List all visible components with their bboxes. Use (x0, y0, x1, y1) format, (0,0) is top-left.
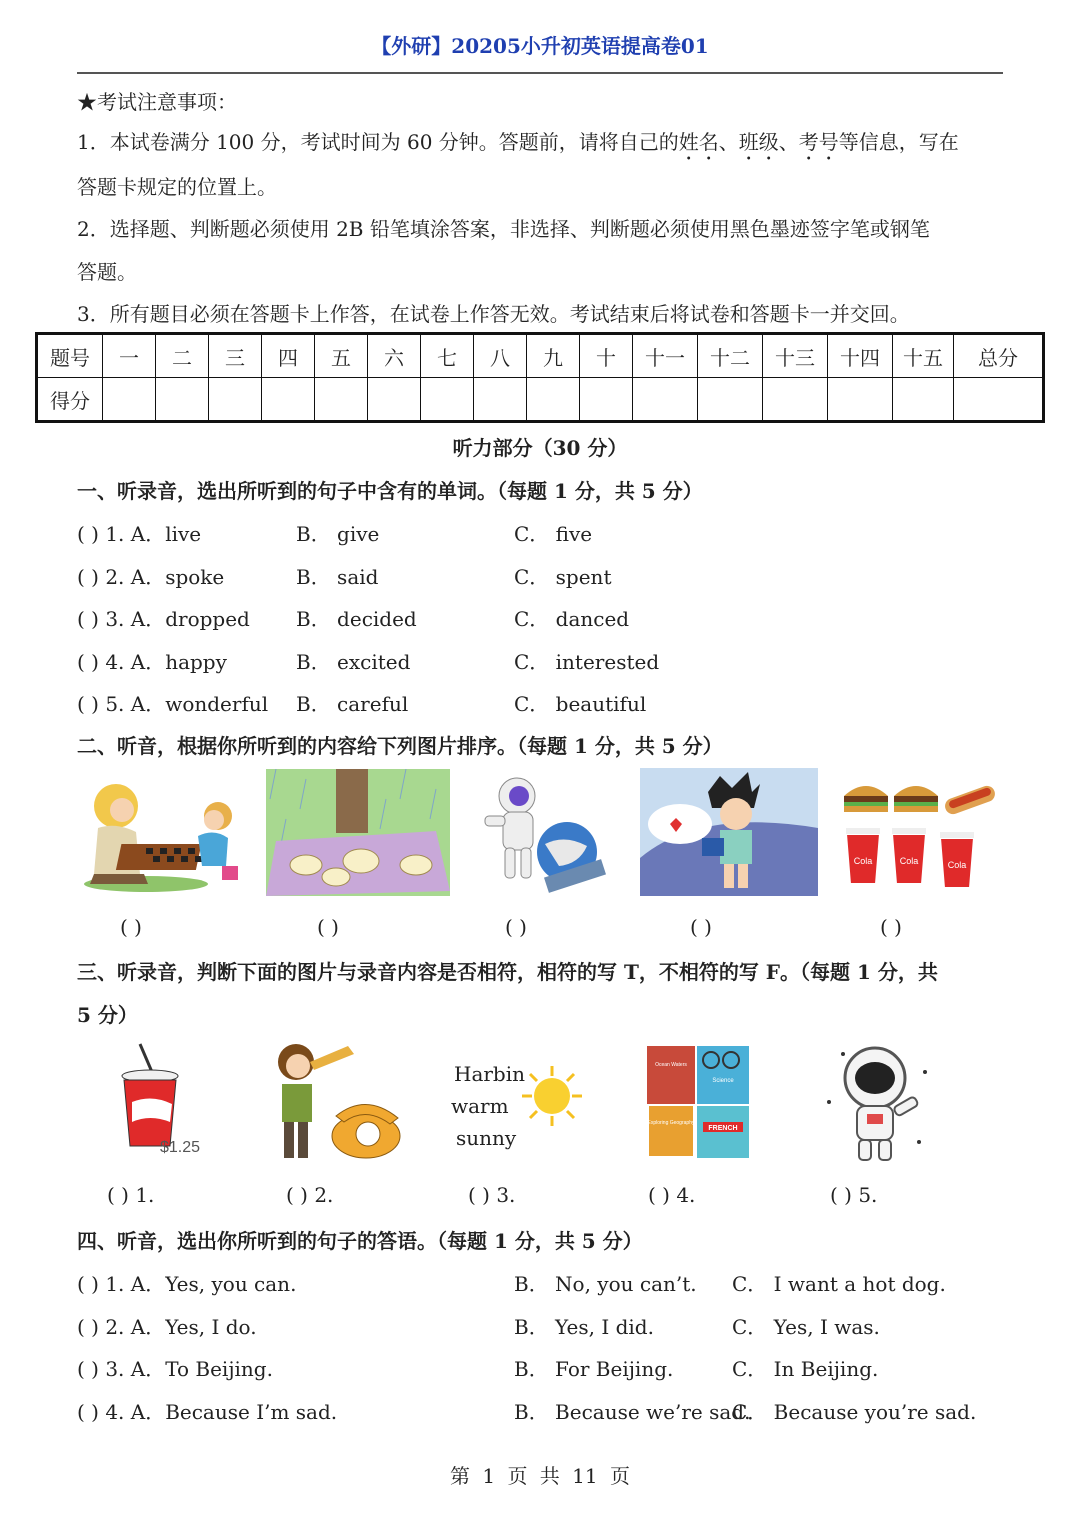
book-title: Exploring Geography (647, 1120, 695, 1126)
question-2-stem: ( ) 2. A．Yes, I do. (77, 1315, 257, 1339)
option-b[interactable]: B． Yes, I did. (514, 1315, 654, 1339)
chess-girls-picture (76, 766, 244, 896)
order-blank-2[interactable]: ( ) (317, 915, 339, 939)
col-header: 五 (315, 334, 368, 378)
option-b[interactable]: B． For Beijing. (514, 1357, 674, 1381)
notice-line-2b: 答题。 (77, 260, 137, 284)
notice-emph-class: 班级 (738, 130, 779, 154)
order-blank-5[interactable]: ( ) (880, 915, 902, 939)
judge-blank-5[interactable]: ( ) 5. (830, 1183, 878, 1207)
price-label: $1.25 (160, 1139, 201, 1156)
judge-blank-1[interactable]: ( ) 1. (107, 1183, 155, 1207)
question-5-stem: ( ) 5. A．wonderful (77, 692, 269, 716)
option-b[interactable]: B． give (296, 522, 380, 546)
score-cell[interactable] (474, 378, 527, 422)
question-3-stem: ( ) 3. A．dropped (77, 607, 250, 631)
book-title: Science (712, 1078, 734, 1084)
notice-emph-number: 考号 (798, 130, 839, 154)
question-3-stem: ( ) 3. A．To Beijing. (77, 1357, 273, 1381)
score-cell[interactable] (763, 378, 828, 422)
astronaut-picture (823, 1042, 933, 1166)
option-b[interactable]: B． excited (296, 650, 411, 674)
score-cell[interactable] (698, 378, 763, 422)
notice-line-3: 3．所有题目必须在答题卡上作答，在试卷上作答无效。考试结束后将试卷和答题卡一并交回。 (77, 302, 910, 326)
ducks-rain-picture (266, 769, 450, 896)
order-blank-3[interactable]: ( ) (505, 915, 527, 939)
col-header: 九 (527, 334, 580, 378)
weather-city: Harbin (454, 1062, 526, 1086)
score-cell[interactable] (103, 378, 156, 422)
cola-label: Cola (853, 856, 873, 866)
option-c[interactable]: C． In Beijing. (732, 1357, 879, 1381)
astronaut-earth-picture (475, 768, 617, 896)
cola-label: Cola (947, 860, 967, 870)
row-label: 题号 (37, 334, 103, 378)
option-b[interactable]: B． said (296, 565, 379, 589)
notice-sep: 、 (718, 130, 739, 154)
trumpet-phone-picture (270, 1040, 404, 1164)
judge-blank-3[interactable]: ( ) 3. (468, 1183, 516, 1207)
notice-line-1c: 答题卡规定的位置上。 (77, 175, 277, 199)
question-2-stem: ( ) 2. A．spoke (77, 565, 225, 589)
section-1-title: 一、听录音，选出所听到的句子中含有的单词。（每题 1 分，共 5 分） (77, 479, 703, 503)
col-header: 十五 (893, 334, 954, 378)
option-b[interactable]: B． careful (296, 692, 409, 716)
sun-icon (520, 1064, 584, 1128)
section-4-title: 四、听音，选出你所听到的句子的答语。（每题 1 分，共 5 分） (77, 1229, 643, 1253)
books-picture (645, 1044, 753, 1160)
score-cell[interactable] (421, 378, 474, 422)
judge-blank-2[interactable]: ( ) 2. (286, 1183, 334, 1207)
notice-title: ★考试注意事项： (77, 90, 237, 114)
option-c[interactable]: C． I want a hot dog. (732, 1272, 946, 1296)
page-footer: 第 1 页 共 11 页 (450, 1464, 630, 1488)
page-header: 【外研】20205小升初英语提高卷01 (371, 34, 709, 58)
cola-price-picture (112, 1042, 212, 1160)
score-cell[interactable] (580, 378, 633, 422)
score-table-score-row (37, 378, 1044, 422)
score-cell[interactable] (368, 378, 421, 422)
col-header: 十 (580, 334, 633, 378)
section-3-title-cont: 5 分） (77, 1003, 138, 1027)
option-b[interactable]: B． No, you can’t. (514, 1272, 697, 1296)
burgers-cola-picture (840, 776, 1000, 890)
col-header: 二 (156, 334, 209, 378)
question-1-stem: ( ) 1. A．Yes, you can. (77, 1272, 297, 1296)
col-header: 六 (368, 334, 421, 378)
notice-line-1 (77, 126, 959, 165)
listening-section-title: 听力部分（30 分） (452, 436, 628, 460)
question-1-stem: ( ) 1. A．live (77, 522, 202, 546)
option-c[interactable]: C． five (514, 522, 593, 546)
weather-sky: sunny (456, 1126, 517, 1150)
notice-sep: 、 (778, 130, 799, 154)
col-header: 三 (209, 334, 262, 378)
question-4-stem: ( ) 4. A．Because I’m sad. (77, 1400, 338, 1424)
col-header: 七 (421, 334, 474, 378)
option-c[interactable]: C． beautiful (514, 692, 647, 716)
score-cell[interactable] (156, 378, 209, 422)
header-divider (77, 72, 1003, 74)
notice-line-2: 2．选择题、判断题必须使用 2B 铅笔填涂答案，非选择、判断题必须使用黑色墨迹签字笔或钢笔 (77, 217, 930, 241)
weather-temp: warm (451, 1094, 509, 1118)
col-header: 八 (474, 334, 527, 378)
option-c[interactable]: C． danced (514, 607, 630, 631)
col-header: 总分 (954, 334, 1044, 378)
row-label: 得分 (37, 378, 103, 422)
section-2-title: 二、听音，根据你所听到的内容给下列图片排序。（每题 1 分，共 5 分） (77, 734, 723, 758)
section-3-title: 三、听录音，判断下面的图片与录音内容是否相符，相符的写 T，不相符的写 F。（每题 1 分，共 (77, 960, 938, 984)
option-c[interactable]: C． spent (514, 565, 612, 589)
order-blank-4[interactable]: ( ) (690, 915, 712, 939)
option-c[interactable]: C． Because you’re sad. (732, 1400, 977, 1424)
option-b[interactable]: B． decided (296, 607, 417, 631)
score-cell[interactable] (893, 378, 954, 422)
notice-text: 等信息，写在 (838, 130, 959, 154)
order-blank-1[interactable]: ( ) (120, 915, 142, 939)
notice-emph-name: 姓名 (678, 130, 719, 154)
score-cell[interactable] (828, 378, 893, 422)
option-c[interactable]: C． Yes, I was. (732, 1315, 880, 1339)
judge-blank-4[interactable]: ( ) 4. (648, 1183, 696, 1207)
score-cell[interactable] (315, 378, 368, 422)
col-header: 四 (262, 334, 315, 378)
col-header: 十三 (763, 334, 828, 378)
score-cell[interactable] (527, 378, 580, 422)
cola-label: Cola (899, 856, 919, 866)
score-cell[interactable] (633, 378, 698, 422)
col-header: 一 (103, 334, 156, 378)
option-c[interactable]: C． interested (514, 650, 660, 674)
book-title: Ocean Waters (655, 1062, 687, 1068)
score-cell[interactable] (209, 378, 262, 422)
col-header: 十一 (633, 334, 698, 378)
book-title: FRENCH (708, 1125, 738, 1132)
score-table (35, 332, 1045, 423)
score-cell[interactable] (262, 378, 315, 422)
question-4-stem: ( ) 4. A．happy (77, 650, 227, 674)
col-header: 十四 (828, 334, 893, 378)
boy-reading-picture (640, 768, 818, 896)
score-cell[interactable] (954, 378, 1044, 422)
option-b[interactable]: B． Because we’re sad. (514, 1400, 751, 1424)
col-header: 十二 (698, 334, 763, 378)
score-table-header-row (37, 334, 1044, 378)
notice-text: 1．本试卷满分 100 分，考试时间为 60 分钟。答题前，请将自己的 (77, 130, 679, 154)
